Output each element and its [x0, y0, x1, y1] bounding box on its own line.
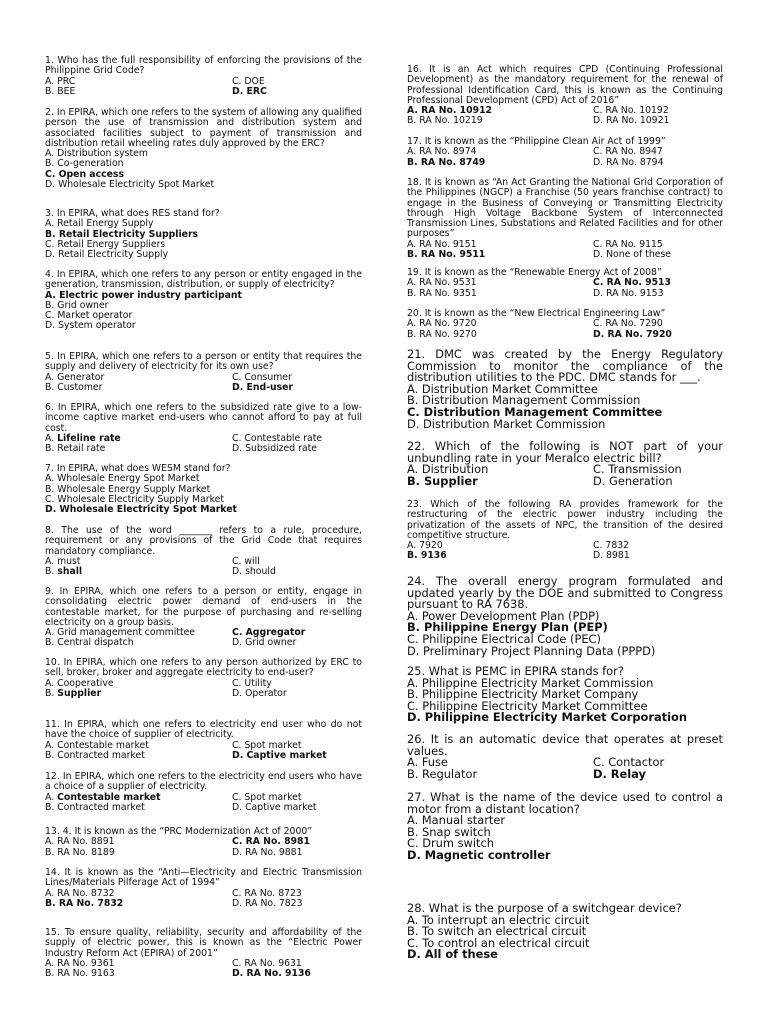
answer-options — [45, 149, 362, 190]
option-label: D. Captive market — [232, 801, 317, 813]
question-text: 24. The overall energy program formulated and updated yearly by the DOE and submitted to Congress pursuant to RA 7638. — [407, 574, 723, 612]
answer-option-correct — [45, 899, 226, 909]
answer-options — [45, 557, 362, 578]
option-label: D. All of these — [407, 947, 498, 962]
option-label: D. None of these — [593, 249, 672, 261]
option-label: C. will — [232, 555, 260, 567]
answer-option-correct — [407, 158, 587, 168]
answer-option-correct — [45, 505, 362, 515]
question — [45, 108, 362, 190]
answer-option — [45, 444, 226, 454]
option-label: D. RA No. 7823 — [232, 897, 303, 909]
answer-options — [45, 793, 362, 814]
option-label: A. RA No. 9151 — [407, 238, 477, 250]
question — [45, 720, 362, 761]
question — [45, 209, 362, 260]
answer-option-correct — [232, 87, 362, 97]
question-text: 6. In EPIRA, which one refers to the subsidized rate give to a low-income captive market end-users who cannot afford to pay at full cost. — [45, 402, 362, 434]
option-label: B. RA No. 9163 — [45, 968, 115, 980]
question — [407, 500, 723, 562]
option-label: A. Distribution — [407, 462, 489, 477]
option-label: B. RA No. 8749 — [407, 156, 486, 168]
option-label: D. End-user — [232, 381, 294, 393]
answer-options — [45, 77, 362, 98]
option-label: B. 9136 — [407, 550, 447, 562]
option-label: B. RA No. 9351 — [407, 287, 477, 299]
option-label: D. RA No. 9881 — [232, 846, 303, 858]
option-label: D. Distribution Market Commission — [407, 416, 606, 431]
question — [45, 658, 362, 699]
answer-option — [593, 289, 723, 299]
option-label: D. Magnetic controller — [407, 847, 551, 862]
question — [407, 178, 723, 260]
option-label: A. Contestable market — [45, 739, 149, 751]
answer-options — [407, 147, 723, 168]
answer-option — [232, 689, 362, 699]
option-label: A. 7920 — [407, 540, 443, 552]
option-label: C. 7832 — [593, 540, 630, 552]
answer-option — [593, 250, 723, 260]
option-label: A. must — [45, 555, 81, 567]
option-label: A. RA No. 8891 — [45, 836, 115, 848]
option-label: A. — [45, 791, 58, 803]
answer-options — [45, 959, 362, 980]
option-label: A. Electric power industry participant — [45, 289, 242, 301]
option-label: D. RA No. 8794 — [593, 156, 664, 168]
question — [407, 903, 723, 961]
answer-option-correct — [407, 949, 723, 961]
question — [407, 137, 723, 168]
option-label: A. Cooperative — [45, 677, 114, 689]
question — [45, 464, 362, 515]
question — [45, 868, 362, 909]
question-text: 7. In EPIRA, what does WESM stand for? — [45, 463, 231, 474]
answer-option — [593, 158, 723, 168]
option-label: B. Regulator — [407, 766, 478, 781]
option-label: B. RA No. 8189 — [45, 846, 115, 858]
option-label: A. RA No. 9361 — [45, 957, 115, 969]
option-label: C. Contestable rate — [232, 432, 323, 444]
option-label: D. Captive market — [232, 749, 327, 761]
option-label: B. Supplier — [407, 473, 478, 488]
option-bold-answer: Lifeline rate — [57, 432, 121, 444]
option-label: D. RA No. 10921 — [593, 115, 670, 127]
answer-options — [45, 741, 362, 762]
option-label: B. Wholesale Energy Supply Market — [45, 483, 211, 495]
answer-options — [407, 757, 723, 780]
answer-option — [45, 180, 362, 190]
question — [45, 403, 362, 454]
option-label: C. RA No. 8981 — [232, 836, 310, 848]
option-label: D. Generation — [593, 473, 673, 488]
question-text: 17. It is known as the “Philippine Clean Air Act of 1999” — [407, 136, 666, 147]
option-label: A. RA No. 8732 — [45, 887, 115, 899]
answer-option-correct — [232, 751, 362, 761]
answer-options — [45, 628, 362, 649]
answer-options — [407, 319, 723, 340]
answer-option — [232, 444, 362, 454]
question — [407, 268, 723, 299]
option-label: A. PRC — [45, 75, 76, 87]
option-label: D. RA No. 7920 — [593, 328, 672, 340]
question — [45, 587, 362, 649]
option-label: B. Central dispatch — [45, 637, 134, 649]
question — [45, 827, 362, 858]
question — [407, 576, 723, 657]
option-label: C. Transmission — [593, 462, 682, 477]
option-label: B. — [45, 687, 58, 699]
option-bold-answer: shall — [57, 566, 83, 578]
answer-option — [45, 689, 226, 699]
option-label: A. Distribution system — [45, 148, 148, 160]
option-label: C. RA No. 10192 — [593, 105, 669, 117]
answer-options — [407, 240, 723, 261]
question-text: 4. In EPIRA, which one refers to any person or entity engaged in the generation, transmission, distribution, or supply of electricity? — [45, 269, 362, 291]
option-label: C. Utility — [232, 677, 272, 689]
answer-option — [45, 848, 226, 858]
option-label: C. Retail Energy Suppliers — [45, 238, 166, 250]
option-label: C. Open access — [45, 168, 124, 180]
answer-option — [407, 643, 723, 658]
option-label: D. System operator — [45, 320, 136, 332]
answer-option — [407, 416, 723, 431]
option-label: D. Retail Electricity Supply — [45, 249, 169, 261]
question-text: 2. In EPIRA, which one refers to the system of allowing any qualified person the use of transmission and distribution system and associated facilities subject to payment of transmission and distribution retail wheeling rates duly approved by the ERC? — [45, 107, 362, 149]
option-label: B. Co-generation — [45, 158, 124, 170]
option-label: D. Operator — [232, 687, 287, 699]
option-label: C. RA No. 9115 — [593, 238, 663, 250]
question-text: 11. In EPIRA, which one refers to electricity end user who do not have the choice of supplier of electricity. — [45, 719, 362, 741]
option-label: B. Snap switch — [407, 824, 491, 839]
answer-options — [45, 373, 362, 394]
option-label: C. RA No. 8723 — [232, 887, 302, 899]
option-label: C. RA No. 8947 — [593, 146, 663, 158]
answer-option — [45, 383, 226, 393]
question-text: 23. Which of the following RA provides framework for the restructuring of the electric power industry including the privatization of the assets of NPC, the transition of the desired competitive structure. — [407, 499, 723, 541]
option-label: B. Philippine Energy Plan (PEP) — [407, 620, 608, 635]
answer-options — [45, 889, 362, 910]
question — [407, 792, 723, 862]
question-text: 19. It is known as the “Renewable Energy Act of 2008” — [407, 267, 662, 278]
option-label: C. Aggregator — [232, 627, 306, 639]
answer-option-correct — [232, 383, 362, 393]
answer-option — [232, 638, 362, 648]
option-label: A. RA No. 9720 — [407, 318, 477, 330]
answer-option — [45, 321, 362, 331]
answer-option-correct — [407, 847, 723, 862]
question-text: 13. 4. It is known as the “PRC Modernization Act of 2000” — [45, 826, 313, 837]
question-text: 27. What is the name of the device used to control a motor from a distant location? — [407, 790, 723, 816]
answer-options — [407, 278, 723, 299]
option-label: D. should — [232, 566, 276, 578]
answer-option — [232, 803, 362, 813]
question — [407, 309, 723, 340]
option-label: A. — [45, 432, 58, 444]
question-text: 21. DMC was created by the Energy Regulatory Commission to monitor the compliance of the distribution utilities to the PDC. DMC stands for ___. — [407, 347, 723, 385]
question-text: 10. In EPIRA, which one refers to any person authorized by ERC to sell, broker, broker and aggregate electricity to end-user? — [45, 657, 362, 679]
answer-options — [407, 608, 723, 658]
question — [407, 734, 723, 780]
option-label: D. 8981 — [593, 550, 630, 562]
option-label: C. Distribution Management Committee — [407, 404, 663, 419]
option-bold-answer: Contestable market — [57, 791, 161, 803]
option-label: B. Retail rate — [45, 443, 106, 455]
answer-option-correct — [593, 766, 723, 781]
question-text: 12. In EPIRA, which one refers to the electricity end users who have a choice of a supplier of electricity. — [45, 771, 362, 793]
answer-options — [45, 219, 362, 260]
option-label: B. Customer — [45, 381, 103, 393]
question — [407, 666, 723, 724]
question-text: 15. To ensure quality, reliability, security and affordability of the supply of electric power, this is known as the “Electric Power Industry Reform Act (EPIRA) of 2001” — [45, 927, 362, 959]
option-label: B. BEE — [45, 85, 76, 97]
answer-option — [407, 116, 587, 126]
answer-option — [45, 87, 226, 97]
answer-option-correct — [407, 473, 587, 488]
option-label: A. Power Development Plan (PDP) — [407, 608, 600, 623]
option-label: C. Consumer — [232, 371, 292, 383]
answer-options — [407, 815, 723, 861]
option-label: B. Contracted market — [45, 801, 145, 813]
answer-option — [45, 638, 226, 648]
answer-option-correct — [232, 969, 362, 979]
answer-option — [45, 969, 226, 979]
option-label: C. Spot market — [232, 739, 302, 751]
option-label: A. To interrupt an electric circuit — [407, 912, 590, 927]
question-text: 8. The use of the word _______ refers to a rule, procedure, requirement or any provisions of the Grid Code that requires mandatory compliance. — [45, 525, 362, 557]
option-label: A. RA No. 8974 — [407, 146, 477, 158]
question — [407, 441, 723, 487]
answer-option — [407, 330, 587, 340]
question-text: 25. What is PEMC in EPIRA stands for? — [407, 664, 624, 678]
option-label: A. Fuse — [407, 755, 448, 770]
question-text: 1. Who has the full responsibility of enforcing the provisions of the Philippine Grid Code? — [45, 55, 362, 77]
option-label: D. Preliminary Project Planning Data (PPPD) — [407, 643, 656, 658]
option-label: B. RA No. 10219 — [407, 115, 483, 127]
option-label: B. Grid owner — [45, 299, 109, 311]
answer-options — [45, 434, 362, 455]
answer-options — [407, 675, 723, 725]
option-label: D. Relay — [593, 766, 646, 781]
option-label: C. DOE — [232, 75, 265, 87]
option-label: A. RA No. 10912 — [407, 105, 493, 117]
answer-option — [593, 116, 723, 126]
option-label: D. Philippine Electricity Market Corporation — [407, 710, 687, 725]
answer-options — [45, 837, 362, 858]
option-label: B. Philippine Electricity Market Company — [407, 687, 639, 702]
option-label: C. Spot market — [232, 791, 302, 803]
answer-option — [45, 250, 362, 260]
option-label: C. RA No. 9631 — [232, 957, 302, 969]
option-label: C. To control an electrical circuit — [407, 935, 590, 950]
option-label: D. RA No. 9153 — [593, 287, 664, 299]
option-label: A. Generator — [45, 371, 105, 383]
answer-options — [407, 381, 723, 431]
answer-option-correct — [407, 712, 723, 724]
option-label: A. Philippine Electricity Market Commission — [407, 675, 654, 690]
question-text: 26. It is an automatic device that operates at preset values. — [407, 732, 723, 758]
option-label: C. RA No. 9513 — [593, 277, 671, 289]
question — [45, 526, 362, 577]
option-label: C. Philippine Electrical Code (PEC) — [407, 631, 601, 646]
option-label: C. Market operator — [45, 310, 133, 322]
question — [45, 270, 362, 332]
option-label: B. Distribution Management Commission — [407, 393, 641, 408]
question-text: 28. What is the purpose of a switchgear device? — [407, 901, 682, 915]
question — [45, 928, 362, 979]
answer-option — [407, 766, 587, 781]
answer-options — [407, 541, 723, 562]
question-text: 9. In EPIRA, which one refers to a person or entity, engage in consolidating electric power demand of end-users in the contestable market, for the purpose of purchasing and re-selling electricity on a group basis. — [45, 586, 362, 628]
option-label: B. — [45, 566, 58, 578]
answer-option-correct — [407, 551, 587, 561]
question-text: 22. Which of the following is NOT part of your unbundling rate in your Meralco electric bill? — [407, 439, 723, 465]
option-label: D. Subsidized rate — [232, 443, 318, 455]
option-label: C. Wholesale Electricity Supply Market — [45, 493, 225, 505]
question-text: 3. In EPIRA, what does RES stand for? — [45, 208, 220, 219]
option-label: D. ERC — [232, 85, 267, 97]
option-label: B. RA No. 9270 — [407, 328, 477, 340]
answer-option — [232, 848, 362, 858]
option-label: C. Philippine Electricity Market Committee — [407, 698, 648, 713]
answer-options — [407, 106, 723, 127]
option-label: B. Retail Electricity Suppliers — [45, 228, 199, 240]
answer-option-correct — [593, 330, 723, 340]
answer-option — [232, 567, 362, 577]
answer-option — [45, 751, 226, 761]
answer-options — [407, 912, 723, 962]
option-label: B. Contracted market — [45, 749, 145, 761]
answer-options — [45, 679, 362, 700]
option-label: D. RA No. 9136 — [232, 968, 311, 980]
answer-option — [407, 289, 587, 299]
option-label: D. Wholesale Electricity Spot Market — [45, 504, 237, 516]
answer-option — [45, 567, 226, 577]
option-label: B. To switch an electrical circuit — [407, 924, 587, 939]
option-label: C. Contactor — [593, 755, 665, 770]
question-text: 5. In EPIRA, which one refers to a person or entity that requires the supply and delivery of electricity for its own use? — [45, 351, 362, 373]
question — [407, 349, 723, 430]
answer-option — [593, 473, 723, 488]
answer-options — [407, 464, 723, 487]
option-bold-answer: Supplier — [57, 687, 102, 699]
option-label: D. Grid owner — [232, 637, 297, 649]
question-text: 20. It is known as the “New Electrical Engineering Law” — [407, 308, 666, 319]
option-label: A. Grid management committee — [45, 627, 196, 639]
option-label: A. Wholesale Energy Spot Market — [45, 473, 200, 485]
option-label: C. RA No. 7290 — [593, 318, 663, 330]
answer-option — [232, 899, 362, 909]
option-label: D. Wholesale Electricity Spot Market — [45, 179, 215, 191]
option-label: C. Drum switch — [407, 836, 494, 851]
option-label: A. Manual starter — [407, 813, 506, 828]
option-label: A. RA No. 9531 — [407, 277, 477, 289]
answer-options — [45, 291, 362, 332]
option-label: A. Distribution Market Committee — [407, 381, 598, 396]
answer-options — [45, 474, 362, 515]
question-text: 18. It is known as “An Act Granting the National Grid Corporation of the Philippines (NGCP) a Franchise (50 years franchise contract) to engage in the Business of Conveying or Transmitting Electricity through High Voltage Backbone System of Interconnected Transmission Lines, Substations and Related Facilities and for other purposes” — [407, 177, 723, 240]
option-label: A. Retail Energy Supply — [45, 218, 154, 230]
option-label: B. RA No. 7832 — [45, 897, 124, 909]
question-text: 16. It is an Act which requires CPD (Continuing Professional Development) as the mandatory requirement for the renewal of Professional Identification Card, this is known as the Continuing Professional Development (CPD) Act of 2016” — [407, 64, 723, 106]
answer-option-correct — [407, 250, 587, 260]
answer-option — [593, 551, 723, 561]
question — [45, 352, 362, 393]
question — [407, 65, 723, 127]
question — [45, 56, 362, 97]
option-label: B. RA No. 9511 — [407, 249, 486, 261]
question — [45, 772, 362, 813]
answer-option — [45, 803, 226, 813]
question-text: 14. It is known as the “Anti—Electricity and Electric Transmission Lines/Materials Pilferage Act of 1994” — [45, 867, 362, 889]
